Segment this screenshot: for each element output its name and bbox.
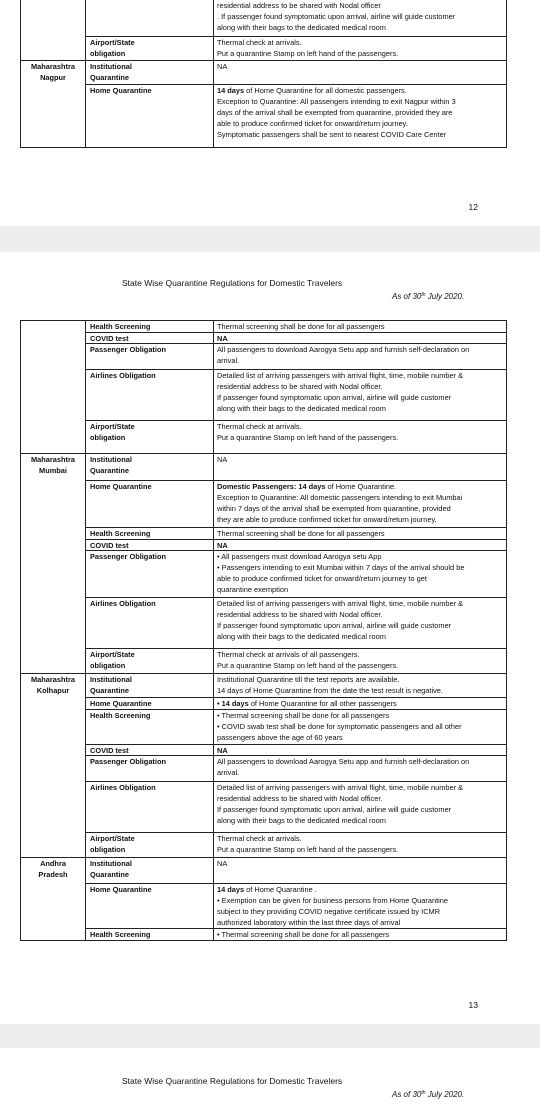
details-emphasis: • 14 days	[217, 699, 249, 708]
table-row	[20, 61, 507, 85]
details-cell	[214, 61, 507, 85]
details-cell	[214, 85, 507, 148]
category-cell: Airlines Obligation	[85, 782, 214, 833]
category-cell: Home Quarantine	[85, 884, 214, 929]
table-row	[20, 598, 507, 649]
details-emphasis: 14 days	[217, 885, 245, 894]
table-row	[20, 756, 507, 782]
state-cell	[20, 0, 85, 61]
category-cell: Passenger Obligation	[85, 756, 214, 782]
category-cell: Health Screening	[85, 321, 214, 333]
category-cell: Institutional Quarantine	[85, 454, 214, 481]
quarantine-table[interactable]	[20, 0, 507, 148]
category-cell: Airport/State obligation	[85, 37, 214, 61]
category-cell: Home Quarantine	[85, 481, 214, 528]
details-cell	[214, 598, 507, 649]
details-cell	[214, 344, 507, 370]
document-page-12	[0, 0, 540, 226]
category-cell: COVID test	[85, 540, 214, 551]
table-row	[20, 528, 507, 540]
table-row	[20, 551, 507, 598]
details-text: All passengers to download Aarogya Setu app and furnish self-declaration on arrival.	[217, 345, 470, 365]
category-cell: Home Quarantine	[85, 85, 214, 148]
table-row	[20, 929, 507, 941]
table-row	[20, 833, 507, 858]
state-cell	[20, 858, 85, 941]
details-cell	[214, 884, 507, 929]
state-cell	[20, 454, 85, 674]
details-cell	[214, 540, 507, 551]
details-text: NA	[217, 859, 228, 868]
document-page-13	[0, 252, 540, 1024]
details-text: Thermal check at arrivals of all passengers. Put a quarantine Stamp on left hand of the passengers.	[217, 650, 399, 670]
details-emphasis: NA	[217, 746, 228, 755]
category-cell: Airport/State obligation	[85, 421, 214, 454]
table-row	[20, 540, 507, 551]
as-of-date: As of 30th July 2020.	[392, 1090, 465, 1099]
details-text: of Home Quarantine for all other passengers	[248, 699, 397, 708]
page-number: 13	[468, 1000, 478, 1010]
category-cell: COVID test	[85, 745, 214, 756]
details-cell	[214, 0, 507, 37]
details-text: All passengers to download Aarogya Setu app and furnish self-declaration on arrival.	[217, 757, 470, 777]
as-of-date: As of 30th July 2020.	[392, 292, 465, 301]
table-row	[20, 333, 507, 344]
table-row	[20, 37, 507, 61]
details-cell	[214, 756, 507, 782]
details-cell	[214, 454, 507, 481]
table-row	[20, 344, 507, 370]
details-cell	[214, 698, 507, 710]
details-text: Institutional Quarantine till the test reports are available. 14 days of Home Quarantine from the date the test result is negative.	[217, 675, 443, 695]
details-text: residential address to be shared with Nodal officer . If passenger found symptomatic upon arrival, airline will guide customer along with their bags to the dedicated medical room	[217, 1, 456, 32]
category-cell: COVID test	[85, 333, 214, 344]
details-cell	[214, 782, 507, 833]
page-number: 12	[468, 202, 478, 212]
details-cell	[214, 421, 507, 454]
details-cell	[214, 929, 507, 941]
category-cell: Passenger Obligation	[85, 344, 214, 370]
details-text: • Thermal screening shall be done for all passengers • COVID swab test shall be done for symptomatic passengers and all other passengers above the age of 60 years	[217, 711, 462, 742]
category-cell	[85, 0, 214, 37]
details-cell	[214, 649, 507, 674]
table-row	[20, 421, 507, 454]
category-cell: Health Screening	[85, 929, 214, 941]
state-name: Maharashtra Nagpur	[31, 62, 75, 82]
details-text: Detailed list of arriving passengers with arrival flight, time, mobile number & residential address to be shared with Nodal officer. If passenger found symptomatic upon arrival, airline will guide customer along with their bags to the dedicated medical room	[217, 371, 464, 413]
details-cell	[214, 551, 507, 598]
state-name: Andhra Pradesh	[38, 859, 68, 879]
table-row	[20, 454, 507, 481]
table-row	[20, 370, 507, 421]
quarantine-table[interactable]	[20, 320, 507, 941]
details-text: Thermal check at arrivals. Put a quarantine Stamp on left hand of the passengers.	[217, 38, 399, 58]
table-row	[20, 745, 507, 756]
details-text: of Home Quarantine . • Exemption can be given for business persons from Home Quarantine subject to they providing COVID negative certificate issued by ICMR authorized laboratory within the last three days of arrival	[217, 885, 448, 927]
table-row	[20, 858, 507, 884]
category-cell: Airport/State obligation	[85, 833, 214, 858]
details-text: Thermal screening shall be done for all passengers	[217, 322, 385, 331]
details-cell	[214, 710, 507, 745]
details-text: • All passengers must download Aarogya setu App • Passengers intending to exit Mumbai within 7 days of the arrival should be able to produce confirmed ticket for onward/return journey to get quarantine exemption	[217, 552, 465, 594]
details-text: Thermal check at arrivals. Put a quarantine Stamp on left hand of the passengers.	[217, 422, 399, 442]
table-row	[20, 698, 507, 710]
category-cell: Passenger Obligation	[85, 551, 214, 598]
details-emphasis: NA	[217, 541, 228, 550]
state-cell	[20, 321, 85, 454]
details-text: of Home Quarantine for all domestic passengers. Exception to Quarantine: All passengers intending to exit Nagpur within 3 days of the arrival shall be exempted from quarantine, provided they are able to produce confirmed ticket for onward/return journey. Symptomatic passengers shall be sent to nearest COVID Care Center	[217, 86, 456, 139]
category-cell: Home Quarantine	[85, 698, 214, 710]
details-text: of Home Quarantine. Exception to Quarantine: All domestic passengers intending to exit Mumbai within 7 days of the arrival shall be exempted from quarantine, provided they are able to produce confirmed ticket for onward/return journey.	[217, 482, 463, 524]
details-cell	[214, 745, 507, 756]
category-cell: Health Screening	[85, 710, 214, 745]
table-row	[20, 884, 507, 929]
table-row	[20, 321, 507, 333]
document-title: State Wise Quarantine Regulations for Domestic Travelers	[122, 1076, 343, 1086]
details-text: • Thermal screening shall be done for all passengers	[217, 930, 390, 939]
table-row	[20, 782, 507, 833]
details-cell	[214, 528, 507, 540]
category-cell: Health Screening	[85, 528, 214, 540]
category-cell: Airport/State obligation	[85, 649, 214, 674]
category-cell: Airlines Obligation	[85, 598, 214, 649]
category-cell: Institutional Quarantine	[85, 858, 214, 884]
state-name: Maharashtra Mumbai	[31, 455, 75, 475]
details-cell	[214, 37, 507, 61]
details-cell	[214, 321, 507, 333]
category-cell: Institutional Quarantine	[85, 61, 214, 85]
state-cell	[20, 61, 85, 148]
details-emphasis: Domestic Passengers: 14 days	[217, 482, 326, 491]
details-cell	[214, 833, 507, 858]
details-text: Detailed list of arriving passengers with arrival flight, time, mobile number & residential address to be shared with Nodal officer. If passenger found symptomatic upon arrival, airline will guide customer along with their bags to the dedicated medical room	[217, 783, 464, 825]
table-row	[20, 85, 507, 148]
category-cell: Institutional Quarantine	[85, 674, 214, 698]
details-text: NA	[217, 62, 228, 71]
details-cell	[214, 674, 507, 698]
details-text: Thermal screening shall be done for all passengers	[217, 529, 385, 538]
details-text: Thermal check at arrivals. Put a quarantine Stamp on left hand of the passengers.	[217, 834, 399, 854]
details-cell	[214, 333, 507, 344]
details-text: NA	[217, 455, 228, 464]
table-row	[20, 481, 507, 528]
table-row	[20, 710, 507, 745]
document-title: State Wise Quarantine Regulations for Domestic Travelers	[122, 278, 343, 288]
table-row	[20, 0, 507, 37]
category-cell: Airlines Obligation	[85, 370, 214, 421]
state-cell	[20, 674, 85, 858]
document-page-14	[0, 1048, 540, 1110]
details-text: Detailed list of arriving passengers with arrival flight, time, mobile number & residential address to be shared with Nodal officer. If passenger found symptomatic upon arrival, airline will guide customer along with their bags to the dedicated medical room	[217, 599, 464, 641]
details-emphasis: 14 days	[217, 86, 245, 95]
table-row	[20, 674, 507, 698]
details-cell	[214, 481, 507, 528]
details-cell	[214, 370, 507, 421]
table-row	[20, 649, 507, 674]
state-name: Maharashtra Kolhapur	[31, 675, 75, 695]
details-cell	[214, 858, 507, 884]
details-emphasis: NA	[217, 334, 228, 343]
